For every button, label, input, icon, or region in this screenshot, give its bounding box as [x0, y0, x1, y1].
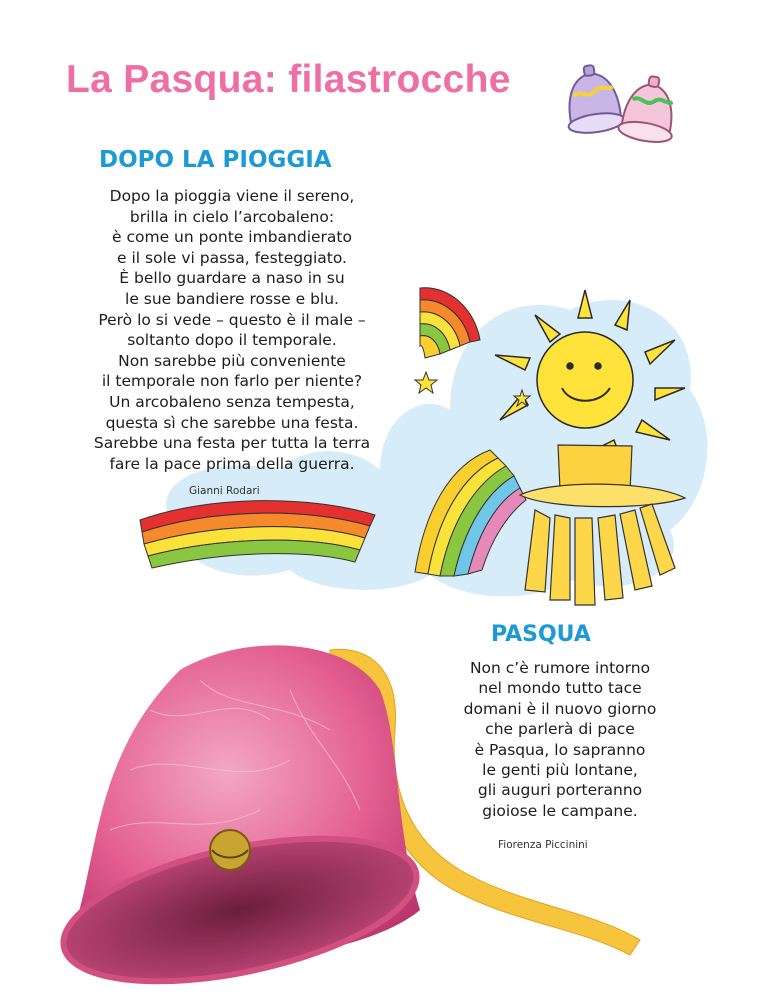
poem-line: le genti più lontane, [482, 761, 638, 780]
bells-clipart [548, 54, 698, 144]
poem-author-rodari: Gianni Rodari [189, 485, 260, 497]
poem-line: Sarebbe una festa per tutta la terra [93, 434, 371, 453]
poem-line: soltanto dopo il temporale. [127, 331, 337, 350]
poem-line: Dopo la pioggia viene il sereno, [109, 187, 355, 205]
poem-line: nel mondo tutto tace [478, 679, 642, 698]
poem-line: Non sarebbe più conveniente [118, 351, 346, 370]
page-title: La Pasqua: filastrocche [66, 58, 511, 101]
poem-line: che parlerà di pace [485, 720, 635, 739]
poem-line: questa sì che sarebbe una festa. [105, 413, 359, 432]
poem-line: il temporale non farlo per niente? [101, 372, 363, 391]
poem-author-piccinini: Fiorenza Piccinini [498, 839, 588, 851]
poem-line: gioiose le campane. [482, 801, 638, 820]
poem-line: Un arcobaleno senza tempesta, [109, 392, 355, 411]
poem-line: e il sole vi passa, festeggiato. [117, 248, 347, 267]
jingle-bell-icon [210, 830, 250, 870]
poem-line: domani è il nuovo giorno [463, 699, 657, 718]
poem-line: fare la pace prima della guerra. [109, 454, 355, 473]
poem-title-dopo-la-pioggia: DOPO LA PIOGGIA [99, 147, 332, 173]
poem-title-pasqua: PASQUA [491, 622, 591, 647]
poem-line: brilla in cielo l’arcobaleno: [129, 207, 335, 226]
poem-line: È bello guardare a naso in su [119, 269, 345, 288]
poem-line: Non c’è rumore intorno [469, 659, 651, 677]
poem-line: Però lo si vede – questo è il male – [98, 310, 366, 329]
poem-line: le sue bandiere rosse e blu. [125, 289, 339, 308]
poem-line: è come un ponte imbandierato [112, 228, 352, 247]
poem-text-dopo-la-pioggia [82, 186, 382, 474]
poem-line: gli auguri porteranno [477, 781, 643, 800]
star-icon [415, 372, 437, 393]
poem-line: è Pasqua, lo sapranno [474, 740, 646, 759]
pink-bell-icon [617, 72, 681, 145]
poem-text-pasqua [425, 658, 695, 821]
lilac-bell-icon [561, 62, 626, 136]
